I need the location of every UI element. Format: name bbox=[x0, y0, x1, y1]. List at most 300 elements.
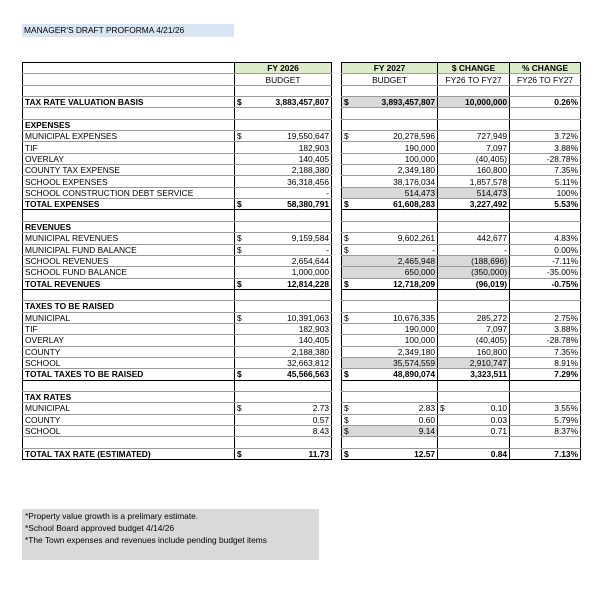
fy26-value: 45,566,563 bbox=[249, 369, 332, 380]
row-label bbox=[23, 380, 235, 391]
blank-row bbox=[23, 108, 581, 119]
fy26-dollar-sign bbox=[235, 221, 249, 232]
change-dollar-sign bbox=[438, 233, 448, 244]
change-value: (40,405) bbox=[448, 335, 510, 346]
row-label: TOTAL TAX RATE (ESTIMATED) bbox=[23, 448, 235, 459]
row-label: COUNTY bbox=[23, 414, 235, 425]
header-fy26-top: FY 2026 bbox=[235, 63, 332, 74]
fy27-dollar-sign bbox=[342, 267, 356, 278]
fy26-dollar-sign bbox=[235, 267, 249, 278]
fy26-dollar-sign bbox=[235, 346, 249, 357]
fy26-dollar-sign: $ bbox=[235, 278, 249, 289]
fy27-value: 2,349,180 bbox=[356, 346, 438, 357]
row-label: MUNICIPAL REVENUES bbox=[23, 233, 235, 244]
row-label: MUNICIPAL bbox=[23, 312, 235, 323]
column-gap bbox=[332, 278, 342, 289]
column-gap bbox=[332, 391, 342, 402]
change-dollar-sign bbox=[438, 119, 448, 130]
percent-change-value: 5.79% bbox=[510, 414, 581, 425]
fy27-dollar-sign bbox=[342, 176, 356, 187]
change-value bbox=[448, 85, 510, 96]
fy27-value bbox=[356, 119, 438, 130]
fy26-dollar-sign bbox=[235, 119, 249, 130]
header-fy27-bottom: BUDGET bbox=[342, 74, 438, 85]
change-value bbox=[448, 108, 510, 119]
change-dollar-sign bbox=[438, 323, 448, 334]
change-value: 0.03 bbox=[448, 414, 510, 425]
percent-change-value: -7.11% bbox=[510, 255, 581, 266]
fy27-value: 100,000 bbox=[356, 153, 438, 164]
change-dollar-sign bbox=[438, 165, 448, 176]
fy26-value bbox=[249, 301, 332, 312]
change-value: (188,696) bbox=[448, 255, 510, 266]
column-gap bbox=[332, 165, 342, 176]
fy26-dollar-sign bbox=[235, 153, 249, 164]
sheet-title: MANAGER'S DRAFT PROFORMA 4/21/26 bbox=[22, 24, 234, 37]
fy27-dollar-sign bbox=[342, 357, 356, 368]
fy27-value: 2,465,948 bbox=[356, 255, 438, 266]
row-label: SCHOOL EXPENSES bbox=[23, 176, 235, 187]
column-gap bbox=[332, 426, 342, 437]
row-label: OVERLAY bbox=[23, 335, 235, 346]
change-dollar-sign bbox=[438, 176, 448, 187]
change-value: 1,857,578 bbox=[448, 176, 510, 187]
row-label: MUNICIPAL EXPENSES bbox=[23, 131, 235, 142]
change-dollar-sign bbox=[438, 369, 448, 380]
fy27-value: 190,000 bbox=[356, 142, 438, 153]
row-label: TOTAL TAXES TO BE RAISED bbox=[23, 369, 235, 380]
change-value: 160,800 bbox=[448, 165, 510, 176]
fy27-dollar-sign bbox=[342, 391, 356, 402]
fy26-dollar-sign: $ bbox=[235, 403, 249, 414]
table-row bbox=[23, 267, 581, 278]
table-row bbox=[23, 153, 581, 164]
header-row-bottom bbox=[23, 74, 581, 85]
fy27-dollar-sign: $ bbox=[342, 97, 356, 108]
column-gap bbox=[332, 153, 342, 164]
percent-change-value: 4.83% bbox=[510, 233, 581, 244]
column-gap bbox=[332, 346, 342, 357]
change-dollar-sign bbox=[438, 301, 448, 312]
fy27-dollar-sign: $ bbox=[342, 278, 356, 289]
column-gap bbox=[332, 187, 342, 198]
column-gap bbox=[332, 131, 342, 142]
row-label: SCHOOL CONSTRUCTION DEBT SERVICE bbox=[23, 187, 235, 198]
percent-change-value: 3.88% bbox=[510, 323, 581, 334]
header-row-top bbox=[23, 63, 581, 74]
fy27-dollar-sign bbox=[342, 301, 356, 312]
fy26-value: 1,000,000 bbox=[249, 267, 332, 278]
change-dollar-sign bbox=[438, 199, 448, 210]
fy26-dollar-sign bbox=[235, 289, 249, 300]
percent-change-value bbox=[510, 119, 581, 130]
fy26-value bbox=[249, 108, 332, 119]
row-label: TAX RATES bbox=[23, 391, 235, 402]
change-value: 442,677 bbox=[448, 233, 510, 244]
change-dollar-sign bbox=[438, 448, 448, 459]
change-dollar-sign bbox=[438, 437, 448, 448]
blank-row bbox=[23, 380, 581, 391]
table-row bbox=[23, 255, 581, 266]
fy27-dollar-sign: $ bbox=[342, 448, 356, 459]
fy27-dollar-sign: $ bbox=[342, 233, 356, 244]
footnotes bbox=[22, 509, 319, 560]
fy27-value bbox=[356, 210, 438, 221]
fy26-dollar-sign: $ bbox=[235, 369, 249, 380]
fy26-value: 8.43 bbox=[249, 426, 332, 437]
fy26-value bbox=[249, 221, 332, 232]
fy27-dollar-sign bbox=[342, 142, 356, 153]
change-value: 3,323,511 bbox=[448, 369, 510, 380]
fy27-dollar-sign bbox=[342, 119, 356, 130]
table-row bbox=[23, 97, 581, 108]
fy26-value: 58,380,791 bbox=[249, 199, 332, 210]
percent-change-value: 8.91% bbox=[510, 357, 581, 368]
fy26-value: 2,188,380 bbox=[249, 165, 332, 176]
fy27-dollar-sign: $ bbox=[342, 312, 356, 323]
change-dollar-sign: $ bbox=[438, 403, 448, 414]
change-value: 7,097 bbox=[448, 142, 510, 153]
fy26-dollar-sign bbox=[235, 323, 249, 334]
fy26-dollar-sign bbox=[235, 301, 249, 312]
fy27-dollar-sign bbox=[342, 85, 356, 96]
change-value: 0.71 bbox=[448, 426, 510, 437]
fy27-dollar-sign bbox=[342, 255, 356, 266]
fy27-dollar-sign: $ bbox=[342, 403, 356, 414]
fy27-value bbox=[356, 108, 438, 119]
row-label: SCHOOL bbox=[23, 426, 235, 437]
change-dollar-sign bbox=[438, 335, 448, 346]
percent-change-value: 3.88% bbox=[510, 142, 581, 153]
change-dollar-sign bbox=[438, 85, 448, 96]
column-gap bbox=[332, 448, 342, 459]
percent-change-value bbox=[510, 391, 581, 402]
percent-change-value: 100% bbox=[510, 187, 581, 198]
row-label: REVENUES bbox=[23, 221, 235, 232]
column-gap bbox=[332, 335, 342, 346]
blank-row bbox=[23, 289, 581, 300]
fy27-dollar-sign: $ bbox=[342, 414, 356, 425]
row-label: COUNTY bbox=[23, 346, 235, 357]
header-gap bbox=[332, 74, 342, 85]
change-dollar-sign bbox=[438, 346, 448, 357]
percent-change-value: 2.75% bbox=[510, 312, 581, 323]
fy26-dollar-sign: $ bbox=[235, 233, 249, 244]
change-value: - bbox=[448, 244, 510, 255]
percent-change-value: -28.78% bbox=[510, 335, 581, 346]
fy27-dollar-sign: $ bbox=[342, 426, 356, 437]
change-dollar-sign bbox=[438, 267, 448, 278]
row-label: TOTAL EXPENSES bbox=[23, 199, 235, 210]
table-row bbox=[23, 312, 581, 323]
fy26-value: - bbox=[249, 244, 332, 255]
fy27-dollar-sign bbox=[342, 346, 356, 357]
change-value bbox=[448, 289, 510, 300]
change-value: 7,097 bbox=[448, 323, 510, 334]
column-gap bbox=[332, 380, 342, 391]
change-value: 160,800 bbox=[448, 346, 510, 357]
change-dollar-sign bbox=[438, 289, 448, 300]
percent-change-value: -28.78% bbox=[510, 153, 581, 164]
fy26-value: 3,883,457,807 bbox=[249, 97, 332, 108]
change-value bbox=[448, 380, 510, 391]
fy27-dollar-sign bbox=[342, 335, 356, 346]
fy27-dollar-sign: $ bbox=[342, 369, 356, 380]
fy27-value: 12,718,209 bbox=[356, 278, 438, 289]
change-value bbox=[448, 391, 510, 402]
column-gap bbox=[332, 312, 342, 323]
change-value: 3,227,492 bbox=[448, 199, 510, 210]
fy26-value bbox=[249, 380, 332, 391]
footnote: *The Town expenses and revenues include pending budget items bbox=[25, 535, 267, 545]
fy27-dollar-sign bbox=[342, 437, 356, 448]
fy27-value: 9,602,261 bbox=[356, 233, 438, 244]
percent-change-value: 8.37% bbox=[510, 426, 581, 437]
fy26-value: 9,159,584 bbox=[249, 233, 332, 244]
fy26-dollar-sign bbox=[235, 165, 249, 176]
fy27-value bbox=[356, 301, 438, 312]
fy26-value: 12,814,228 bbox=[249, 278, 332, 289]
fy26-dollar-sign: $ bbox=[235, 312, 249, 323]
total-row bbox=[23, 199, 581, 210]
row-label: TOTAL REVENUES bbox=[23, 278, 235, 289]
table-row bbox=[23, 323, 581, 334]
change-dollar-sign bbox=[438, 380, 448, 391]
column-gap bbox=[332, 108, 342, 119]
fy26-dollar-sign bbox=[235, 357, 249, 368]
percent-change-value: 3.55% bbox=[510, 403, 581, 414]
fy27-value: 190,000 bbox=[356, 323, 438, 334]
percent-change-value: 7.35% bbox=[510, 165, 581, 176]
header-change-bottom: FY26 TO FY27 bbox=[438, 74, 510, 85]
row-label: OVERLAY bbox=[23, 153, 235, 164]
fy26-value: 2.73 bbox=[249, 403, 332, 414]
fy27-value: 9.14 bbox=[356, 426, 438, 437]
percent-change-value bbox=[510, 108, 581, 119]
row-label: SCHOOL REVENUES bbox=[23, 255, 235, 266]
header-change-top: $ CHANGE bbox=[438, 63, 510, 74]
table-row bbox=[23, 165, 581, 176]
column-gap bbox=[332, 85, 342, 96]
column-gap bbox=[332, 176, 342, 187]
header-pct-top: % CHANGE bbox=[510, 63, 581, 74]
proforma-table bbox=[22, 62, 581, 460]
change-value bbox=[448, 437, 510, 448]
change-value: (96,019) bbox=[448, 278, 510, 289]
change-dollar-sign bbox=[438, 414, 448, 425]
fy27-dollar-sign bbox=[342, 153, 356, 164]
header-label-cell bbox=[23, 63, 235, 74]
column-gap bbox=[332, 267, 342, 278]
row-label: TIF bbox=[23, 323, 235, 334]
fy26-value: 2,188,380 bbox=[249, 346, 332, 357]
fy26-value: - bbox=[249, 187, 332, 198]
table-row bbox=[23, 346, 581, 357]
column-gap bbox=[332, 289, 342, 300]
row-label: TAXES TO BE RAISED bbox=[23, 301, 235, 312]
column-gap bbox=[332, 323, 342, 334]
fy26-dollar-sign bbox=[235, 108, 249, 119]
total-row bbox=[23, 369, 581, 380]
fy27-value: - bbox=[356, 244, 438, 255]
fy26-dollar-sign bbox=[235, 255, 249, 266]
fy26-dollar-sign: $ bbox=[235, 448, 249, 459]
change-dollar-sign bbox=[438, 312, 448, 323]
change-dollar-sign bbox=[438, 210, 448, 221]
fy26-value: 140,405 bbox=[249, 335, 332, 346]
fy26-value bbox=[249, 210, 332, 221]
percent-change-value bbox=[510, 380, 581, 391]
fy27-value: 0.60 bbox=[356, 414, 438, 425]
change-value bbox=[448, 210, 510, 221]
table-row bbox=[23, 426, 581, 437]
fy27-dollar-sign bbox=[342, 289, 356, 300]
fy26-value: 11.73 bbox=[249, 448, 332, 459]
change-dollar-sign bbox=[438, 97, 448, 108]
fy27-value: 38,176,034 bbox=[356, 176, 438, 187]
change-value: 2,910,747 bbox=[448, 357, 510, 368]
blank-row bbox=[23, 437, 581, 448]
percent-change-value: -0.75% bbox=[510, 278, 581, 289]
table-row bbox=[23, 187, 581, 198]
column-gap bbox=[332, 403, 342, 414]
fy27-value bbox=[356, 391, 438, 402]
percent-change-value: -35.00% bbox=[510, 267, 581, 278]
footnote: *School Board approved budget 4/14/26 bbox=[25, 523, 175, 533]
column-gap bbox=[332, 244, 342, 255]
fy26-dollar-sign bbox=[235, 426, 249, 437]
change-value: 0.84 bbox=[448, 448, 510, 459]
fy26-dollar-sign: $ bbox=[235, 97, 249, 108]
column-gap bbox=[332, 357, 342, 368]
row-label: TAX RATE VALUATION BASIS bbox=[23, 97, 235, 108]
change-value: 0.10 bbox=[448, 403, 510, 414]
change-dollar-sign bbox=[438, 426, 448, 437]
table-row bbox=[23, 357, 581, 368]
table-row bbox=[23, 244, 581, 255]
row-label bbox=[23, 289, 235, 300]
fy26-value bbox=[249, 391, 332, 402]
fy26-dollar-sign bbox=[235, 391, 249, 402]
percent-change-value bbox=[510, 221, 581, 232]
fy26-value: 182,903 bbox=[249, 142, 332, 153]
fy27-dollar-sign bbox=[342, 380, 356, 391]
fy26-dollar-sign bbox=[235, 142, 249, 153]
table-row bbox=[23, 119, 581, 130]
table-row bbox=[23, 176, 581, 187]
fy26-value bbox=[249, 85, 332, 96]
blank-row bbox=[23, 85, 581, 96]
table-row bbox=[23, 142, 581, 153]
percent-change-value: 0.26% bbox=[510, 97, 581, 108]
header-fy26-bottom: BUDGET bbox=[235, 74, 332, 85]
table-row bbox=[23, 131, 581, 142]
row-label: SCHOOL FUND BALANCE bbox=[23, 267, 235, 278]
fy27-dollar-sign: $ bbox=[342, 244, 356, 255]
fy26-dollar-sign bbox=[235, 414, 249, 425]
percent-change-value: 5.11% bbox=[510, 176, 581, 187]
row-label bbox=[23, 85, 235, 96]
fy26-value: 140,405 bbox=[249, 153, 332, 164]
fy26-dollar-sign bbox=[235, 210, 249, 221]
table-row bbox=[23, 335, 581, 346]
header-fy27-top: FY 2027 bbox=[342, 63, 438, 74]
change-value: (350,000) bbox=[448, 267, 510, 278]
blank-row bbox=[23, 210, 581, 221]
table-row bbox=[23, 301, 581, 312]
fy27-value: 10,676,335 bbox=[356, 312, 438, 323]
fy27-value: 514,473 bbox=[356, 187, 438, 198]
change-dollar-sign bbox=[438, 221, 448, 232]
row-label: SCHOOL bbox=[23, 357, 235, 368]
table-row bbox=[23, 403, 581, 414]
table-row bbox=[23, 221, 581, 232]
table-row bbox=[23, 414, 581, 425]
percent-change-value: 3.72% bbox=[510, 131, 581, 142]
fy27-value: 35,574,559 bbox=[356, 357, 438, 368]
percent-change-value bbox=[510, 85, 581, 96]
change-dollar-sign bbox=[438, 244, 448, 255]
fy26-dollar-sign bbox=[235, 85, 249, 96]
column-gap bbox=[332, 199, 342, 210]
fy27-dollar-sign bbox=[342, 108, 356, 119]
change-value: (40,405) bbox=[448, 153, 510, 164]
percent-change-value bbox=[510, 289, 581, 300]
fy26-value: 19,550,647 bbox=[249, 131, 332, 142]
fy26-dollar-sign bbox=[235, 187, 249, 198]
column-gap bbox=[332, 119, 342, 130]
change-value bbox=[448, 119, 510, 130]
percent-change-value bbox=[510, 210, 581, 221]
fy27-dollar-sign: $ bbox=[342, 199, 356, 210]
fy27-value bbox=[356, 85, 438, 96]
fy27-dollar-sign bbox=[342, 323, 356, 334]
column-gap bbox=[332, 210, 342, 221]
column-gap bbox=[332, 301, 342, 312]
fy27-value: 100,000 bbox=[356, 335, 438, 346]
change-dollar-sign bbox=[438, 391, 448, 402]
change-dollar-sign bbox=[438, 278, 448, 289]
fy27-value: 61,608,283 bbox=[356, 199, 438, 210]
header-pct-bottom: FY26 TO FY27 bbox=[510, 74, 581, 85]
row-label: COUNTY TAX EXPENSE bbox=[23, 165, 235, 176]
change-value: 514,473 bbox=[448, 187, 510, 198]
percent-change-value: 0.00% bbox=[510, 244, 581, 255]
change-dollar-sign bbox=[438, 131, 448, 142]
fy27-dollar-sign bbox=[342, 210, 356, 221]
fy26-value: 2,654,644 bbox=[249, 255, 332, 266]
fy27-dollar-sign: $ bbox=[342, 131, 356, 142]
fy27-dollar-sign bbox=[342, 187, 356, 198]
fy27-value: 2,349,180 bbox=[356, 165, 438, 176]
column-gap bbox=[332, 414, 342, 425]
footnote: *Property value growth is a prelimary estimate. bbox=[25, 511, 199, 521]
change-dollar-sign bbox=[438, 108, 448, 119]
fy26-dollar-sign: $ bbox=[235, 199, 249, 210]
row-label bbox=[23, 210, 235, 221]
change-value: 10,000,000 bbox=[448, 97, 510, 108]
row-label: MUNICIPAL bbox=[23, 403, 235, 414]
fy27-value: 20,278,596 bbox=[356, 131, 438, 142]
fy26-value: 10,391,063 bbox=[249, 312, 332, 323]
percent-change-value: 7.35% bbox=[510, 346, 581, 357]
percent-change-value: 5.53% bbox=[510, 199, 581, 210]
row-label bbox=[23, 108, 235, 119]
change-dollar-sign bbox=[438, 187, 448, 198]
fy27-value bbox=[356, 380, 438, 391]
fy26-value bbox=[249, 289, 332, 300]
change-dollar-sign bbox=[438, 153, 448, 164]
